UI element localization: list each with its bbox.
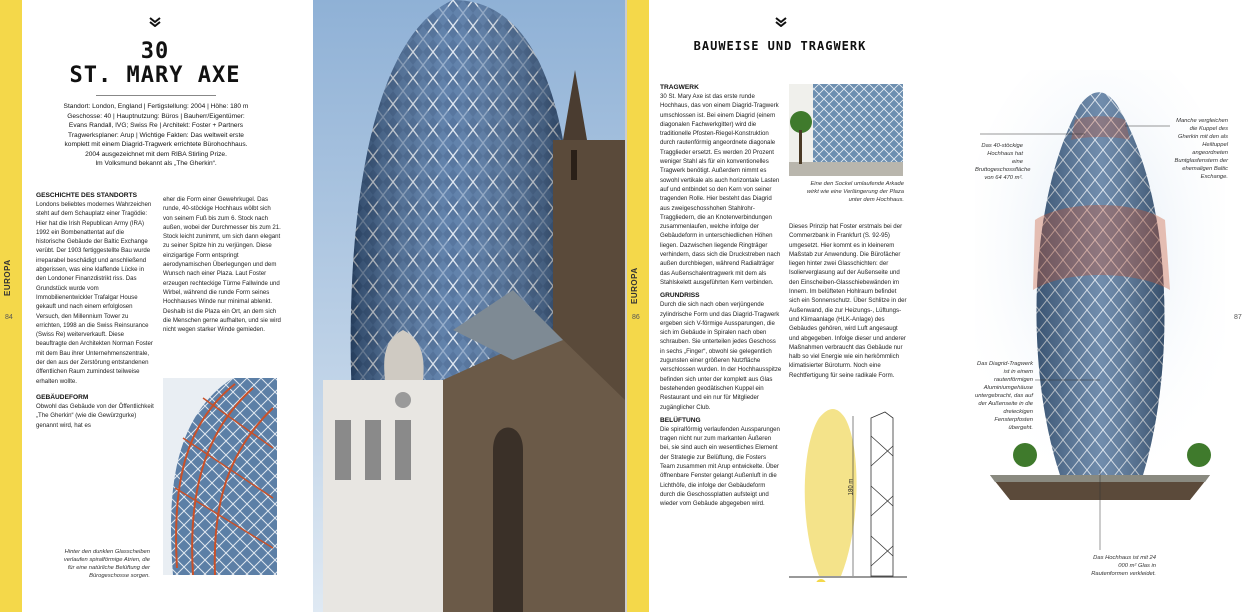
belueftung-heading: BELÜFTUNG [660,416,701,424]
page-title-line2: ST. MARY AXE [69,63,241,88]
height-label: 180 m [848,478,855,496]
text-column-1 [660,84,782,508]
left-yellow-bar [0,0,22,612]
right-page-number-right: 87 [1234,314,1242,321]
ventilation-text: Dieses Prinzip hat Foster erstmals bei der Commerzbank in Frankfurt (S. 92-95) umgesetzt. Hier kommt es in kleinerem Maßstab zur Anwendung. Die Bürofächer liegen hinter zwei Glasschichten: der Isolierverglasung auf der Außenseite und den Einscheiben-Glasschiebewänden im Innern. Im belüfteten Hohlraum befindet sich ein Sonnenschutz. Über Schlitze in der Außenwand, die zur Heizungs-, Lüftungs- und Klimaanlage (HLK-Anlage) des Gebäudes gehören, wird Luft angesaugt und abgegeben. Infolge dieser und anderer Maßnahmen verbraucht das Gebäude nur halb so viel Energie wie ein herkömmlich klimatisierter Büroturm. Noch eine Rechtfertigung für seine radikale Form. [789,223,907,379]
right-page-number-left: 86 [632,314,640,321]
annotation-diagrid: Das Diagrid-Tragwerk ist in einem rautenförmigen Aluminiumgehäuse untergebracht, das auf der Außenseite in die dreieckigen Fensterpfosten übergeht. [974,361,1033,431]
history-text: Londons beliebtes modernes Wahrzeichen steht auf dem Schauplatz einer Tragödie: Hier hat die Irish Republican Army (IRA) 1992 ein Bombenattentat auf die historische Gebäude der Baltic Exchange verübt. Der 1903 fertiggestellte Bau wurde irreparabel beschädigt und anschließend abgerissen, was eine klaffende Lücke in den Londoner Finanzdistrikt riss. Das Grundstück wurde vom Immobilienentwickler Trafalgar House gekauft und nach einem erfolglosen Versuch, den Millennium Tower zu errichten, 1998 an die Swiss Reinsurance (Swiss Re) weiterverkauft. Diese beauftragte den Architekten Norman Foster mit dem Bau ihrer Unternehmenszentrale, der den aus der Zerstörung entstandenen öffentlichen Raum zumindest teilweise erhalten wollte. [36,201,153,385]
annotation-glass-area: Das Hochhaus ist mit 24 000 m² Glas in Rautenformen verkleidet. [1091,555,1156,577]
title-divider [96,95,216,96]
facts-line: Standort: London, England | Fertigstellung: 2004 | Höhe: 180 m [63,103,249,110]
text-column-2 [789,222,907,380]
facts-line: komplett mit einem Diagrid-Tragwerk errichtete Bürohochhaus. [64,141,248,148]
form-text: Obwohl das Gebäude von der Öffentlichkeit „The Gherkin“ (wie die Gewürzgurke) genannt wird, hat es [36,402,154,429]
facts-line: Tragwerksplaner: Arup | Wichtige Fakten: Das weltweit erste [68,131,244,139]
annotation-dome: Manche vergleichen die Kuppel des Gherkin mit den als Heiltuppel angeordneten Buntglasfenstern der ehemaligen Baltic Exchange. [1174,118,1228,180]
grundriss-heading: GRUNDRISS [660,292,700,300]
right-section-tab: EUROPA [630,267,639,304]
facts-line: Im Volksmund bekannt als „The Gherkin“. [95,160,217,167]
right-yellow-bar [627,0,649,612]
tragwerk-text: 30 St. Mary Axe ist das erste runde Hochhaus, das von einem Diagrid-Tragwerk umschlossen ist. Bei einem Diagrid (einem diagonalen Fachwerkgitter) wird die traditionelle Pfosten-Riegel-Konstruktion durch rautenförmig angeordnete diagonale Tragglieder ersetzt. Es werden 20 Prozent weniger Stahl als für ein konventionelles Tragwerk benötigt. Außerdem nimmt es sowohl vertikale als auch horizontale Lasten auf und entbindet so den Kern von seiner tragenden Rolle. Hier besteht das Diagrid aus zweigeschosshohen Stahlrohr-Traggliedern, die an Knotenverbindungen zusammenlaufen, welche infolge der Gebäudeform in unterschiedlichen Höhen liegen. Dazwischen liegende Ringträger verhindern, dass sich die Druckstreben nach außen durchbiegen, während Radialträger das Außenschalentragwerk mit dem als Stahlskelett ausgeführten Kern verbinden. [660,93,781,286]
facade-detail-photo [163,378,277,575]
facts-line: Geschosse: 40 | Hauptnutzung: Büros | Bauherr/Eigentümer: [67,112,245,120]
history-column-2 [163,195,281,334]
left-page-number: 84 [5,314,13,321]
photo-caption: Hinter den dunklen Glasscheiben verlaufen spiralförmige Atrien, die für eine natürliche Belüftung der Bürogeschosse sorgen. [63,549,150,579]
history-column-1 [36,192,154,430]
gherkin-main-photo [313,0,625,612]
history-heading: GESCHICHTE DES STANDORTS [36,192,137,199]
section-title: BAUWEISE UND TRAGWERK [693,39,867,53]
facts-line: 2004 ausgezeichnet mit dem RIBA Stirling Prize. [85,150,227,158]
belueftung-text: Die spiralförmig verlaufenden Aussparungen tragen nicht nur zum markanten Äußeren bei, sie sind auch ein wesentliches Element der Strategie zur Belüftung, die Fosters Team zusammen mit Arup entwickelte. Über öffnenbare Fenster gelangt Außenluft in die Lichthöfe, die infolge der Gebäudeform durch die Geschossplatten aufsteigt und wieder vom Gebäude abgegeben wird. [660,425,780,508]
height-diagram [789,406,907,582]
building-facts [32,102,280,169]
arcade-caption: Eine den Sockel umlaufende Arkade wirkt wie eine Verlängerung der Plaza unter dem Hochhaus. [806,181,904,203]
history-text-continued: eher die Form einer Gewehrkugel. Das runde, 40-stöckige Hochhaus wölbt sich von seinem Fuß bis zum 6. Stock nach außen, wobei der Durchmesser bis zum 21. Stock leicht zunimmt, um sich dann elegant zu seiner Spitze hin zu verjüngen. Diese einzigartige Form entspringt aerodynamischen Überlegungen und dem Wunsch nach einer Plaza. Laut Foster erzeugen rechteckige Türme Fallwinde und Wirbel, während die runde Form seines Hochhauses Winde nur minimal ablenkt. Deshalb ist die Plaza ein Ort, an dem sich die Menschen gerne aufhalten, und sie wird nicht wegen starker Winde gemieden. [163,196,281,334]
arcade-photo [789,84,903,176]
form-heading: GEBÄUDEFORM [36,393,89,401]
grundriss-text: Durch die sich nach oben verjüngende zylindrische Form und das Diagrid-Tragwerk ergeben sich V-förmige Aussparungen, die sich im Gebäude in Spiralen nach oben schrauben. Sie unterteilen jedes Geschoss in sechs „Finger“, obwohl sie gelegentlich zugunsten einer größeren Nutzfläche verschlossen wurden. In der Hochhausspitze befinden sich unter der komplett aus Glas bestehenden geodätischen Kuppel ein Restaurant und ein nur für Mitglieder zugänglicher Club. [660,301,782,411]
tragwerk-heading: TRAGWERK [660,84,699,91]
left-section-tab: EUROPA [3,259,12,296]
facts-line: Evans Randall, IVG; Swiss Re | Architekt: Foster + Partners [68,122,244,129]
chevron-down-icon [149,17,161,27]
annotation-floor-area: Das 40-stöckige Hochhaus hat eine Bruttogeschossfläche von 64 470 m². [975,143,1031,181]
chevron-down-icon [775,17,787,27]
page-title-line1: 30 [140,39,170,64]
